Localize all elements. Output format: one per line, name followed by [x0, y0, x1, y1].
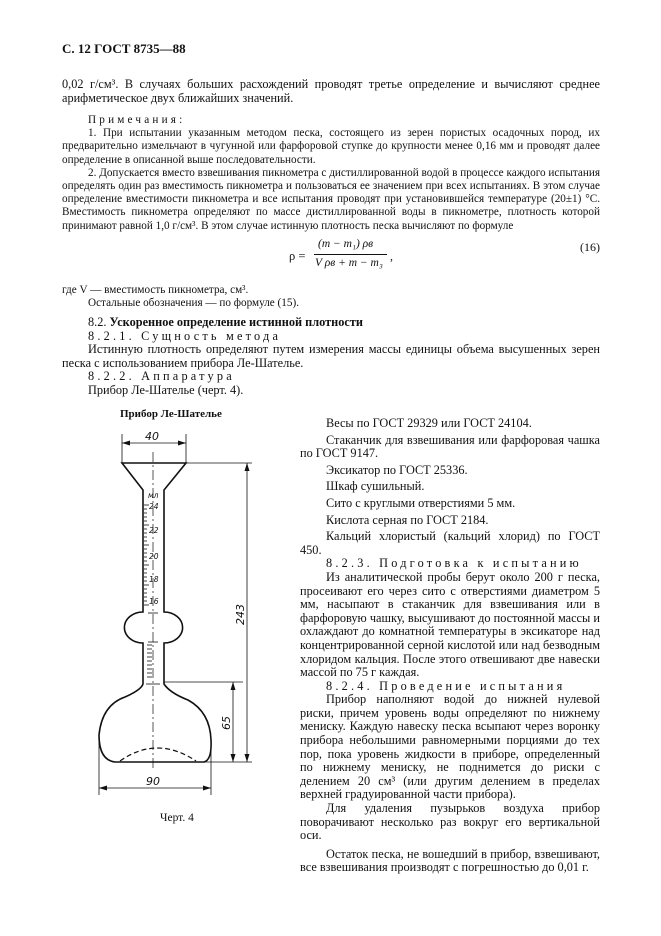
scale-label: 18	[149, 575, 159, 584]
where-v: где V — вместимость пикнометра, см³.	[62, 284, 249, 296]
subheading-821: 8.2.1. Сущность метода	[88, 328, 282, 343]
subheading-822: 8.2.2. Аппаратура	[88, 369, 235, 384]
equipment-item: Шкаф сушильный.	[326, 479, 425, 494]
text-824: Остаток песка, не вошедший в прибор, взвешивают, все взвешивания производят с погрешностью до 0,01 г.	[300, 846, 600, 875]
text-822: Прибор Ле-Шателье (черт. 4).	[88, 382, 244, 397]
formula-number: (16)	[580, 240, 600, 254]
dim-top-label: 40	[145, 430, 159, 443]
formula-comma: ,	[390, 249, 393, 263]
where-rest: Остальные обозначения — по формуле (15).	[88, 297, 299, 310]
text-821: Истинную плотность определяют путем измерения массы единицы объема высушенных зерен песка с использованием прибора Ле-Шателье.	[62, 342, 600, 370]
note-2: 2. Допускается вместо взвешивания пикнометра с дистиллированной водой в процессе каждого испытания определять один раз вместимость пикнометра и пользоваться ее значением при всех испытаниях. В этом случае определение вместимости пикнометра и все испытания проводят при установившейся температуре (20±1) °С. Вместимость пикнометра определяют по массе дистиллированной воды в пикнометре, плотность которой принимают равной 1,0 г/см³. В этом случае истинную плотность песка вычисляют по формуле	[62, 166, 600, 232]
text-824: Прибор наполняют водой до нижней нулевой риски, причем уровень воды определяют по нижнему мениску. Каждую навеску песка всыпают через воронку прибора небольшими равномерными порциями до тех пор, пока уровень жидкости в приборе, определенный по нижнему мениску, не поднимется до риски с делением 20 см³ (или другим делением в пределах верхней градуированной части прибора).	[300, 692, 600, 802]
subheading-824: 8.2.4. Проведение испытания	[326, 678, 566, 693]
notes-title: Примечания:	[88, 114, 186, 126]
equipment-item: Весы по ГОСТ 29329 или ГОСТ 24104.	[326, 416, 532, 430]
equipment-item: Кальций хлористый (кальций хлорид) по ГОСТ 450.	[300, 529, 600, 557]
dim-lower-label: 65	[220, 716, 233, 730]
text-824: Для удаления пузырьков воздуха прибор поворачивают несколько раз вокруг его вертикальной оси.	[300, 801, 600, 843]
intro-text: 0,02 г/см³. В случаях больших расхождений проводят третье определение и вычисляют среднее арифметическое двух ближайших значений.	[62, 77, 600, 105]
formula-numerator: (m − m₁) ρв	[318, 238, 374, 250]
subheading-823: 8.2.3. Подготовка к испытанию	[326, 556, 582, 571]
formula-lhs: ρ =	[289, 249, 306, 263]
dim-width-label: 90	[146, 775, 160, 788]
unit-label: мл	[148, 491, 159, 500]
arrowheads	[99, 441, 250, 791]
scale-label: 24	[149, 502, 159, 511]
heading-num: 8.2.	[88, 315, 107, 329]
bottom-dash	[120, 748, 196, 761]
equipment-item: Кислота серная по ГОСТ 2184.	[326, 512, 489, 527]
dim-height-label: 243	[234, 604, 247, 625]
text-823: Из аналитической пробы берут около 200 г песка, просеивают его через сито с отверстиями диаметром 5 мм, насыпают в стаканчик для взвешивания или в фарфоровую чашку, высушивают до постоянной массы и охлаждают до комнатной температуры в эксикаторе над концентрированной серной кислотой или над безводным хлоридом кальция. После этого отвешивают две навески массой по 75 г каждая.	[300, 569, 600, 680]
section-heading: Ускоренное определение истинной плотности	[109, 315, 363, 329]
figure-caption: Черт. 4	[160, 812, 194, 824]
scale-label: 16	[149, 597, 159, 606]
figure-title: Прибор Ле-Шателье	[120, 408, 222, 420]
right-column	[300, 417, 600, 875]
scale-label: 22	[149, 526, 159, 535]
formula-denominator: V ρв + m − m₃	[315, 257, 383, 269]
page-header: С. 12 ГОСТ 8735—88	[62, 41, 186, 56]
equipment-item: Сито с круглыми отверстиями 5 мм.	[326, 495, 516, 510]
equipment-item: Стаканчик для взвешивания или фарфоровая чашка по ГОСТ 9147.	[300, 432, 600, 461]
equipment-item: Эксикатор по ГОСТ 25336.	[326, 462, 468, 477]
scale-label: 20	[149, 552, 159, 561]
note-1: 1. При испытании указанным методом песка, состоящего из зерен пористых осадочных пород, их предварительно измельчают в чугунной или фарфоровой ступке до крупности менее 0,16 мм и проводят далее определение в описанной выше последовательности.	[62, 127, 600, 166]
